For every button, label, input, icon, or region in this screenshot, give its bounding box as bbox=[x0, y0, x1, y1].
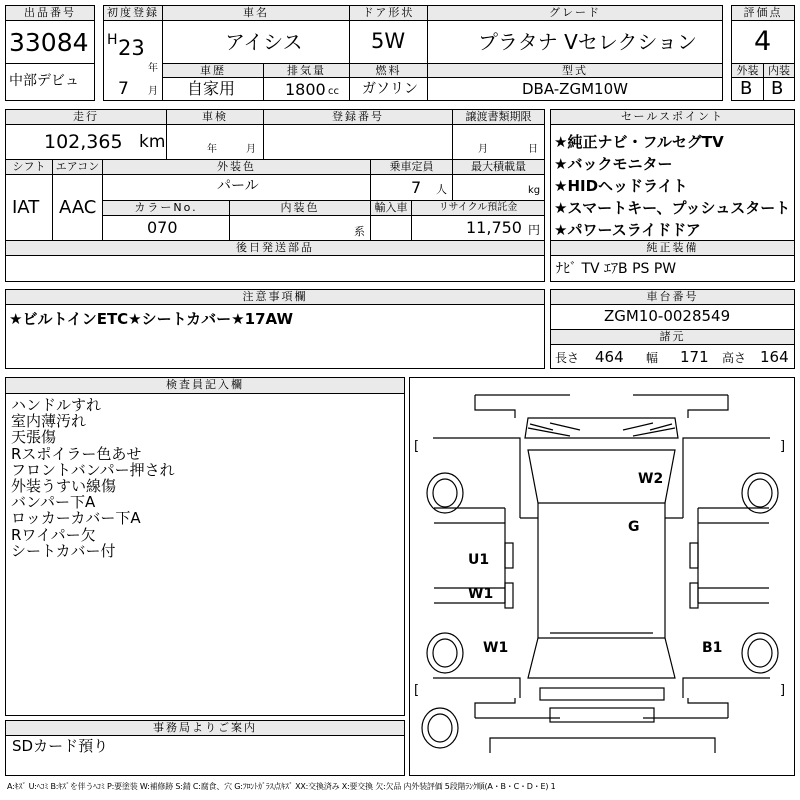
model-label: 型式 bbox=[427, 63, 723, 78]
later-parts-label: 後日発送部品 bbox=[5, 240, 545, 256]
score: 4 bbox=[754, 26, 772, 57]
first-reg-month: 7 bbox=[118, 79, 129, 99]
inspector-label: 検査員記入欄 bbox=[5, 377, 405, 394]
displacement-label: 排気量 bbox=[263, 63, 350, 78]
notes: ★ビルトインETC★シートカバー★17AW bbox=[9, 310, 293, 328]
first-reg-era: H bbox=[107, 32, 118, 48]
inspection-year-unit: 年 bbox=[207, 144, 217, 155]
inspector-note: シートカバー付 bbox=[11, 541, 116, 560]
car-name: アイシス bbox=[225, 30, 303, 54]
inspector-note: 外装うすい線傷 bbox=[11, 477, 117, 496]
import-label: 輸入車 bbox=[370, 200, 412, 216]
lot-no-label: 出品番号 bbox=[5, 5, 95, 21]
displacement: 1800 bbox=[285, 80, 326, 99]
bracket-right-top: ] bbox=[780, 439, 786, 454]
grade-label: グレード bbox=[427, 5, 723, 21]
inspector-note: バンパー下A bbox=[11, 493, 96, 512]
car-name-label: 車名 bbox=[162, 5, 350, 21]
sales-point-item: ★パワースライドドア bbox=[554, 221, 701, 239]
sales-point-item: ★HIDヘッドライト bbox=[554, 177, 688, 195]
import-box bbox=[370, 215, 412, 241]
exterior-grade: B bbox=[740, 78, 753, 99]
inspector-note: ハンドルすれ bbox=[11, 396, 102, 414]
ac-label: エアコン bbox=[52, 159, 103, 175]
model: DBA-ZGM10W bbox=[522, 80, 628, 98]
color-no-label: カラーNo. bbox=[102, 200, 230, 216]
vehicle-diagram bbox=[409, 377, 795, 776]
displacement-unit: cc bbox=[328, 86, 339, 97]
sales-point-item: ★スマートキー、プッシュスタート bbox=[554, 199, 791, 217]
recycle-unit: 円 bbox=[528, 223, 541, 237]
equipment-label: 純正装備 bbox=[550, 240, 795, 256]
interior-color-box bbox=[229, 215, 371, 241]
length-label: 長さ bbox=[555, 351, 580, 365]
width-label: 幅 bbox=[646, 351, 659, 365]
mileage-label: 走行 bbox=[5, 109, 167, 125]
load-label: 最大積載量 bbox=[452, 159, 545, 175]
door-label: ドア形状 bbox=[349, 5, 428, 21]
exterior-grade-label: 外装 bbox=[731, 63, 764, 78]
door: 5W bbox=[371, 29, 406, 53]
capacity-unit: 人 bbox=[436, 183, 447, 196]
inspector-note: ロッカーカバー下A bbox=[11, 509, 141, 528]
damage-mark: U1 bbox=[468, 552, 490, 568]
sales-points-label: セールスポイント bbox=[550, 109, 795, 125]
recycle: 11,750 bbox=[466, 218, 522, 237]
office-note: SDカード預り bbox=[12, 737, 109, 755]
score-label: 評価点 bbox=[731, 5, 795, 21]
inspector-note: Rスポイラー色あせ bbox=[11, 444, 142, 463]
fuel: ガソリン bbox=[362, 81, 418, 97]
inspector-note: Rワイパー欠 bbox=[11, 525, 96, 544]
inspection-label: 車検 bbox=[166, 109, 264, 125]
history: 自家用 bbox=[187, 79, 236, 98]
capacity: 7 bbox=[411, 178, 422, 197]
bracket-left-top: [ bbox=[414, 439, 420, 454]
lot-no: 33084 bbox=[9, 28, 89, 57]
mileage: 102,365 bbox=[44, 131, 123, 153]
ac: AAC bbox=[59, 197, 97, 218]
width: 171 bbox=[680, 348, 709, 366]
first-reg-year: 23 bbox=[118, 36, 145, 60]
color-no: 070 bbox=[147, 218, 178, 237]
fuel-label: 燃料 bbox=[349, 63, 428, 78]
transfer-day-unit: 日 bbox=[528, 144, 538, 155]
damage-mark: G bbox=[628, 519, 640, 535]
legend: A:ｷｽﾞ U:ﾍｺﾐ B:ｷｽﾞを伴うﾍｺﾐ P:要塗装 W:補修跡 S:錆 C:腐食、穴 G:ﾌﾛﾝﾄｶﾞﾗｽ点ｷｽﾞ XX:交換済み X:要交換 欠:欠品 内外装評価 5段階ﾗﾝｸ順(A・B・C・D・E) 1 bbox=[7, 782, 556, 791]
interior-grade-label: 内装 bbox=[763, 63, 795, 78]
recycle-label: リサイクル預託金 bbox=[411, 200, 545, 216]
office-label: 事務局よりご案内 bbox=[5, 720, 405, 736]
grade: プラタナ Vセレクション bbox=[478, 30, 698, 54]
damage-mark: W1 bbox=[468, 586, 494, 602]
transfer-label: 譲渡書類期限 bbox=[452, 109, 545, 125]
inspector-note: 天張傷 bbox=[11, 428, 57, 447]
bracket-left-bottom: [ bbox=[414, 683, 420, 698]
notes-label: 注意事項欄 bbox=[5, 289, 545, 305]
dimensions-box bbox=[550, 344, 795, 369]
chassis-no: ZGM10-0028549 bbox=[604, 307, 731, 325]
length: 464 bbox=[595, 348, 624, 366]
shift: IAT bbox=[12, 197, 40, 218]
inspector-notes bbox=[5, 393, 405, 716]
first-reg-label: 初度登録 bbox=[103, 5, 163, 21]
damage-mark: W1 bbox=[483, 640, 509, 656]
debut-label: 中部デビュ bbox=[9, 73, 79, 89]
first-reg-year-unit: 年 bbox=[148, 63, 158, 74]
load-unit: kg bbox=[528, 185, 541, 196]
damage-mark: B1 bbox=[702, 640, 723, 656]
sales-point-item: ★バックモニター bbox=[554, 155, 673, 173]
equipment: ﾅﾋﾞ TV ｴｱB PS PW bbox=[556, 261, 677, 277]
capacity-label: 乗車定員 bbox=[370, 159, 453, 175]
inspection-month-unit: 月 bbox=[246, 144, 256, 155]
car-outline-svg bbox=[410, 378, 794, 775]
shift-label: シフト bbox=[5, 159, 53, 175]
first-reg-month-unit: 月 bbox=[148, 86, 158, 97]
mileage-unit: km bbox=[139, 132, 166, 152]
bracket-right-bottom: ] bbox=[780, 683, 786, 698]
reg-no-box bbox=[263, 124, 453, 160]
sales-point-item: ★純正ナビ・フルセグTV bbox=[554, 133, 724, 151]
interior-grade: B bbox=[771, 78, 784, 99]
height-label: 高さ bbox=[722, 351, 747, 365]
inspector-note: フロントバンパー押され bbox=[11, 460, 175, 479]
inspector-note: 室内薄汚れ bbox=[11, 412, 87, 431]
damage-mark: W2 bbox=[638, 471, 664, 487]
later-parts-box bbox=[5, 255, 545, 282]
history-label: 車歴 bbox=[162, 63, 264, 78]
dimensions-label: 諸元 bbox=[550, 329, 795, 345]
color-label: 外装色 bbox=[102, 159, 371, 175]
sales-points-list bbox=[550, 124, 795, 241]
transfer-month-unit: 月 bbox=[478, 144, 488, 155]
chassis-label: 車台番号 bbox=[550, 289, 795, 305]
height: 164 bbox=[760, 348, 789, 366]
interior-color-label: 内装色 bbox=[229, 200, 371, 216]
reg-no-label: 登録番号 bbox=[263, 109, 453, 125]
interior-color-unit: 系 bbox=[354, 225, 365, 238]
color: パール bbox=[217, 178, 259, 194]
